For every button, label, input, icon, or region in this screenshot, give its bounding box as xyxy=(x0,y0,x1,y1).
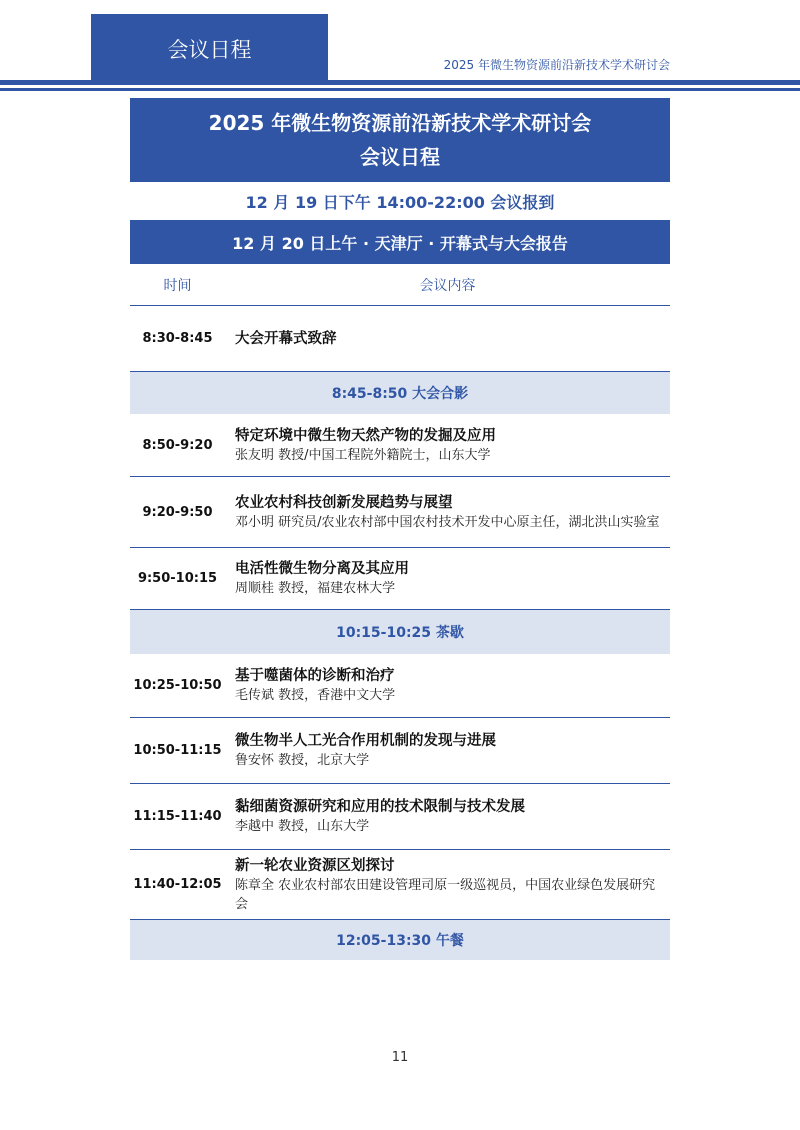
session-topic: 黏细菌资源研究和应用的技术限制与技术发展 xyxy=(235,799,525,815)
session-row xyxy=(130,414,670,477)
column-header xyxy=(130,264,670,306)
session-topic: 农业农村科技创新发展趋势与展望 xyxy=(235,494,453,511)
title-line-1: 2025 年微生物资源前沿新技术学术研讨会 xyxy=(208,111,592,135)
schedule-title xyxy=(130,98,670,182)
session-time: 8:30-8:45 xyxy=(142,331,213,346)
session-topic: 微生物半人工光合作用机制的发现与进展 xyxy=(235,733,496,749)
session-row xyxy=(130,548,670,610)
session-topic: 电活性微生物分离及其应用 xyxy=(235,561,409,577)
session-row xyxy=(130,718,670,784)
break-row: 8:45-8:50 大会合影 xyxy=(130,372,670,414)
day-heading: 12 月 20 日上午 · 天津厅 · 开幕式与大会报告 xyxy=(130,220,670,264)
column-content: 会议内容 xyxy=(419,277,476,294)
session-content xyxy=(225,731,670,770)
session-content xyxy=(225,797,670,836)
session-topic: 基于噬菌体的诊断和治疗 xyxy=(235,668,395,684)
column-time: 时间 xyxy=(163,277,192,294)
session-speaker: 李越中 教授，山东大学 xyxy=(235,819,370,834)
session-speaker: 周顺桂 教授，福建农林大学 xyxy=(235,581,396,596)
session-time: 9:20-9:50 xyxy=(142,504,213,520)
session-topic: 新一轮农业资源区划探讨 xyxy=(235,857,395,874)
session-time: 11:15-11:40 xyxy=(133,809,222,824)
session-row xyxy=(130,784,670,850)
session-time: 9:50-10:15 xyxy=(137,571,218,586)
session-row xyxy=(130,477,670,548)
schedule-table xyxy=(130,98,670,960)
session-speaker: 鲁安怀 教授，北京大学 xyxy=(235,753,370,768)
session-time: 8:50-9:20 xyxy=(142,437,213,453)
session-content xyxy=(225,426,670,465)
break-row: 12:05-13:30 午餐 xyxy=(130,920,670,960)
session-time: 10:25-10:50 xyxy=(133,678,222,693)
header-conference-name: 2025 年微生物资源前沿新技术学术研讨会 xyxy=(443,58,670,72)
session-speaker: 张友明 教授/中国工程院外籍院士，山东大学 xyxy=(235,447,491,463)
header-rule-thin xyxy=(0,88,800,91)
session-content xyxy=(225,856,670,914)
session-speaker: 毛传斌 教授，香港中文大学 xyxy=(235,688,396,703)
session-row xyxy=(130,306,670,372)
title-line-2: 会议日程 xyxy=(360,145,440,169)
session-row xyxy=(130,850,670,920)
session-content xyxy=(225,493,670,532)
header-rule xyxy=(0,80,800,85)
page-number: 11 xyxy=(391,1050,409,1065)
session-time: 10:50-11:15 xyxy=(133,743,222,758)
header-tab: 会议日程 xyxy=(91,14,328,84)
session-content xyxy=(225,666,670,705)
break-row: 10:15-10:25 茶歇 xyxy=(130,610,670,654)
session-content xyxy=(225,559,670,598)
session-content xyxy=(225,329,670,349)
session-time: 11:40-12:05 xyxy=(133,877,222,892)
session-topic: 大会开幕式致辞 xyxy=(235,330,337,347)
session-speaker: 陈章全 农业农村部农田建设管理司原一级巡视员，中国农业绿色发展研究会 xyxy=(235,877,656,912)
session-topic: 特定环境中微生物天然产物的发掘及应用 xyxy=(235,427,496,444)
session-row xyxy=(130,654,670,718)
registration-row: 12 月 19 日下午 14:00-22:00 会议报到 xyxy=(245,192,555,212)
session-speaker: 邓小明 研究员/农业农村部中国农村技术开发中心原主任，湖北洪山实验室 xyxy=(235,514,660,530)
